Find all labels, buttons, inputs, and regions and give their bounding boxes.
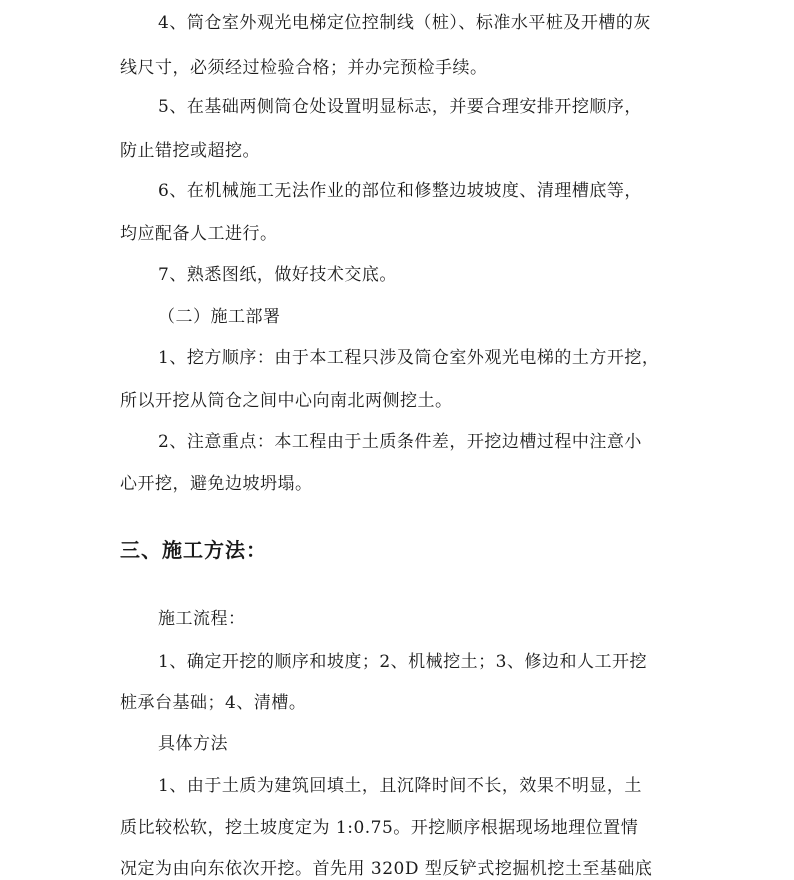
- paragraph-line: 2、注意重点：本工程由于土质条件差，开挖边槽过程中注意小: [158, 432, 642, 452]
- paragraph-line: 具体方法: [158, 734, 228, 754]
- paragraph-line: 1、由于土质为建筑回填土，且沉降时间不长，效果不明显，土: [158, 776, 642, 796]
- paragraph-line: 质比较松软，挖土坡度定为 1:0.75。开挖顺序根据现场地理位置情: [120, 818, 639, 838]
- paragraph-line: 所以开挖从筒仓之间中心向南北两侧挖土。: [120, 391, 453, 411]
- paragraph-line: 况定为由向东依次开挖。首先用 320D 型反铲式挖掘机挖土至基础底: [120, 859, 653, 879]
- section-heading: 三、施工方法：: [120, 538, 267, 562]
- paragraph-line: 心开挖，避免边坡坍塌。: [120, 474, 313, 494]
- paragraph-line: 1、确定开挖的顺序和坡度；2、机械挖土；3、修边和人工开挖: [158, 652, 647, 672]
- paragraph-line: 1、挖方顺序：由于本工程只涉及筒仓室外观光电梯的土方开挖，: [158, 348, 660, 368]
- paragraph-line: 线尺寸，必须经过检验合格；并办完预检手续。: [120, 58, 488, 78]
- paragraph-line: 防止错挖或超挖。: [120, 141, 260, 161]
- section-subheading: （二）施工部署: [158, 307, 281, 327]
- paragraph-line: 7、熟悉图纸，做好技术交底。: [158, 265, 397, 285]
- paragraph-line: 均应配备人工进行。: [120, 224, 278, 244]
- paragraph-line: 桩承台基础；4、清槽。: [120, 693, 307, 713]
- paragraph-line: 6、在机械施工无法作业的部位和修整边坡坡度、清理槽底等，: [158, 181, 642, 201]
- paragraph-line: 施工流程：: [158, 609, 246, 629]
- paragraph-line: 4、筒仓室外观光电梯定位控制线（桩）、标准水平桩及开槽的灰: [158, 13, 651, 33]
- paragraph-line: 5、在基础两侧筒仓处设置明显标志，并要合理安排开挖顺序，: [158, 97, 642, 117]
